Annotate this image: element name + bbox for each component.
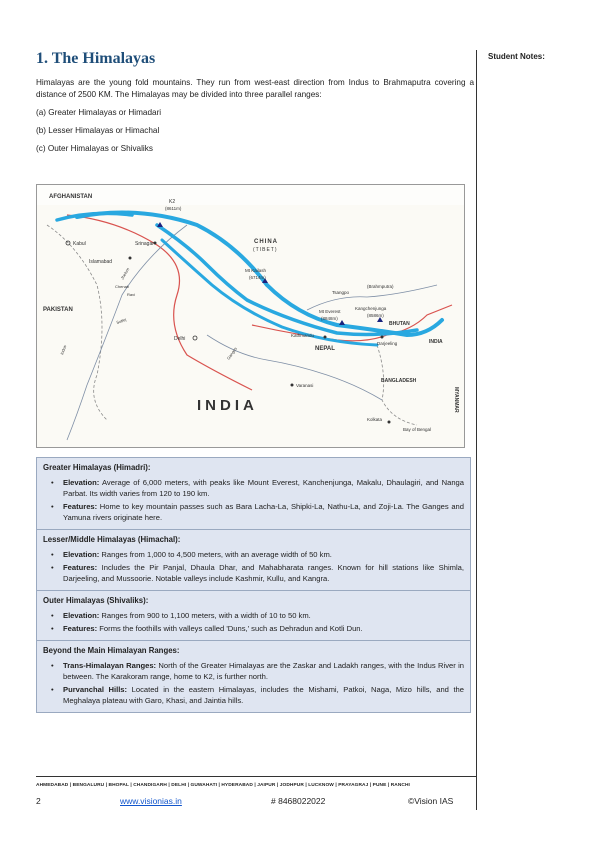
map-label-mt-kailash: Mt Kailash	[245, 268, 267, 273]
section-heading: Greater Himalayas (Himadri):	[43, 463, 151, 472]
section-beyond-ranges	[37, 641, 470, 712]
map-label-varanasi: Varanasi	[296, 383, 314, 388]
bullet-elevation: • Elevation: Ranges from 900 to 1,100 meters, with a width of 10 to 50 km.	[51, 611, 311, 620]
division-outer: (c) Outer Himalayas or Shivaliks	[36, 144, 153, 153]
map-label-afghanistan: AFGHANISTAN	[49, 194, 93, 200]
bullet-label: Elevation:	[63, 611, 100, 620]
copyright: ©Vision IAS	[408, 796, 454, 806]
map-label-kangchenjunga-height: (8586m)	[367, 313, 384, 318]
map-label-mt-everest: Mt Everest	[319, 309, 341, 314]
map-label-kangchenjunga: Kangchenjunga	[355, 306, 387, 311]
map-label-everest-height: (8848m)	[321, 316, 338, 321]
section-greater-himalayas	[37, 458, 470, 530]
phone-number: # 8468022022	[271, 796, 326, 806]
bullet-label: Features:	[63, 502, 98, 511]
map-label-myanmar: MYANMAR	[453, 387, 459, 413]
map-label-india: INDIA	[197, 397, 258, 414]
map-label-kolkata: Kolkata	[367, 417, 383, 422]
map-label-tibet: (TIBET)	[253, 247, 278, 253]
map-svg	[37, 185, 464, 447]
map-label-sutlej: Sutlej	[115, 316, 127, 325]
notes-divider	[476, 50, 477, 810]
bullet-text: Forms the foothills with valleys called 'Duns,' such as Dehradun and Kotli Dun.	[97, 624, 363, 633]
map-label-brahmaputra: (Brahmputra)	[367, 284, 394, 289]
map-label-islamabad: Islamabad	[89, 259, 113, 265]
bullet-text: Ranges from 900 to 1,100 meters, with a width of 10 to 50 km.	[99, 611, 311, 620]
bullet-label: Features:	[63, 624, 98, 633]
page-title: 1. The Himalayas	[36, 50, 156, 67]
section-heading: Beyond the Main Himalayan Ranges:	[43, 646, 180, 655]
page-number: 2	[36, 796, 41, 806]
bullet-label: Trans-Himalayan Ranges:	[63, 661, 157, 670]
map-label-kailash-height: (6714m)	[249, 275, 266, 280]
map-label-bhutan: BHUTAN	[389, 321, 410, 327]
map-label-kabul: Kabul	[73, 241, 86, 247]
map-label-ravi: Ravi	[127, 292, 136, 297]
city-dot	[291, 384, 294, 387]
map-label-darjeeling: Darjeeling	[377, 341, 398, 346]
map-label-kathmandu: Kathmandu	[291, 333, 315, 338]
city-dot	[129, 257, 132, 260]
bullet-label: Purvanchal Hills:	[63, 685, 128, 694]
bullet-label: Elevation:	[63, 478, 100, 487]
bullet-label: Elevation:	[63, 550, 100, 559]
bullet-text: Home to key mountain passes such as Bara Lacha-La, Shipki-La, Nathu-La, and Zoji-La. The Ganges and Yamuna rivers originate here.	[63, 502, 464, 522]
map-label-india-east: INDIA	[429, 339, 443, 345]
map-label-chenab: Chenab	[115, 284, 130, 289]
map-label-jhelum: Jhelum	[119, 266, 131, 281]
map-label-indus: Indus	[59, 344, 68, 356]
section-heading: Lesser/Middle Himalayas (Himachal):	[43, 535, 181, 544]
map-label-china: CHINA	[254, 239, 278, 245]
ranges-table	[36, 457, 471, 713]
map-label-srinagar: Srinagar	[135, 241, 154, 247]
map-label-ganges: Ganges	[225, 346, 238, 361]
map-label-delhi: Delhi	[174, 336, 186, 342]
city-dot	[154, 242, 157, 245]
map-label-bangladesh: BANGLADESH	[381, 378, 417, 384]
division-greater: (a) Greater Himalayas or Himadari	[36, 108, 162, 117]
bullet-trans-himalayan: • Trans-Himalayan Ranges: North of the Greater Himalayas are the Zaskar and Ladakh ranges, with the Indus River in between. The Karakoram range, home to K2, is further north.	[51, 661, 464, 681]
bullet-label: Features:	[63, 563, 98, 572]
main-content	[36, 50, 474, 161]
intro-paragraph: Himalayas are the young fold mountains. They run from west-east direction from Indus to Brahmaputra covering a distance of 2500 KM. The Himalayas may be divided into three parallel ranges:	[36, 78, 474, 99]
section-lesser-himalayas	[37, 530, 470, 591]
footer-divider	[36, 776, 476, 777]
bullet-text: Includes the Pir Panjal, Dhaula Dhar, and Mahabharata ranges. Known for hill stations like Shimla, Darjeeling, and Mussoorie. Notable valleys include Kashmir, Kullu, and Kangra.	[63, 563, 464, 583]
map-label-tsangpo: Tsangpo	[332, 290, 350, 295]
bullet-features: • Features: Forms the foothills with valleys called 'Duns,' such as Dehradun and Kotli Dun.	[51, 624, 363, 633]
city-dot	[324, 336, 327, 339]
map-label-k2: K2	[169, 199, 176, 205]
website-link[interactable]: www.visionias.in	[120, 796, 182, 806]
himalaya-map	[36, 184, 465, 448]
section-heading: Outer Himalayas (Shivaliks):	[43, 596, 149, 605]
section-outer-himalayas	[37, 591, 470, 641]
bullet-elevation: • Elevation: Ranges from 1,000 to 4,500 meters, with an average width of 50 km.	[51, 550, 332, 559]
bullet-text: North of the Greater Himalayas are the Zaskar and Ladakh ranges, with the Indus River in between. The Karakoram range, home to K2, is further north.	[63, 661, 464, 681]
map-label-pakistan: PAKISTAN	[43, 307, 73, 313]
bullet-purvanchal: • Purvanchal Hills: Located in the eastern Himalayas, includes the Mishami, Patkoi, Naga, Mizo hills, and the Meghalaya plateau with Garo, Khasi, and Jaintia hills.	[51, 685, 465, 705]
city-dot	[381, 336, 384, 339]
bullet-features: • Features: Includes the Pir Panjal, Dhaula Dhar, and Mahabharata ranges. Known for hill stations like Shimla, Darjeeling, and Mussoorie. Notable valleys include Kashmir, Kullu, and Kangra.	[51, 563, 464, 583]
bullet-features: • Features: Home to key mountain passes such as Bara Lacha-La, Shipki-La, Nathu-La, and Zoji-La. The Ganges and Yamuna rivers originate here.	[51, 502, 464, 522]
division-lesser: (b) Lesser Himalayas or Himachal	[36, 126, 160, 135]
bullet-text: Ranges from 1,000 to 4,500 meters, with an average width of 50 km.	[99, 550, 332, 559]
city-dot	[388, 421, 391, 424]
map-label-nepal: NEPAL	[315, 346, 335, 352]
bullet-text: Average of 6,000 meters, with peaks like Mount Everest, Kanchenjunga, Makalu, Dhaulagiri, and Nanga Parbat. Its width varies from 120 to 190 km.	[63, 478, 464, 498]
map-label-k2-height: (8611m)	[165, 206, 182, 211]
bullet-elevation: • Elevation: Average of 6,000 meters, with peaks like Mount Everest, Kanchenjunga, Makalu, Dhaulagiri, and Nanga Parbat. Its width varies from 120 to 190 km.	[51, 478, 464, 498]
map-label-bay-of-bengal: Bay of Bengal	[403, 427, 432, 432]
bullet-text: Located in the eastern Himalayas, includes the Mishami, Patkoi, Naga, Mizo hills, and the Meghalaya plateau with Garo, Khasi, and Jaintia hills.	[63, 685, 465, 705]
footer-cities: AHMEDABAD | BENGALURU | BHOPAL | CHANDIGARH | DELHI | GUWAHATI | HYDERABAD | JAIPUR | JODHPUR | LUCKNOW | PRAYAGRAJ | PUNE | RANCHI	[36, 783, 410, 788]
student-notes-label: Student Notes:	[488, 52, 545, 61]
